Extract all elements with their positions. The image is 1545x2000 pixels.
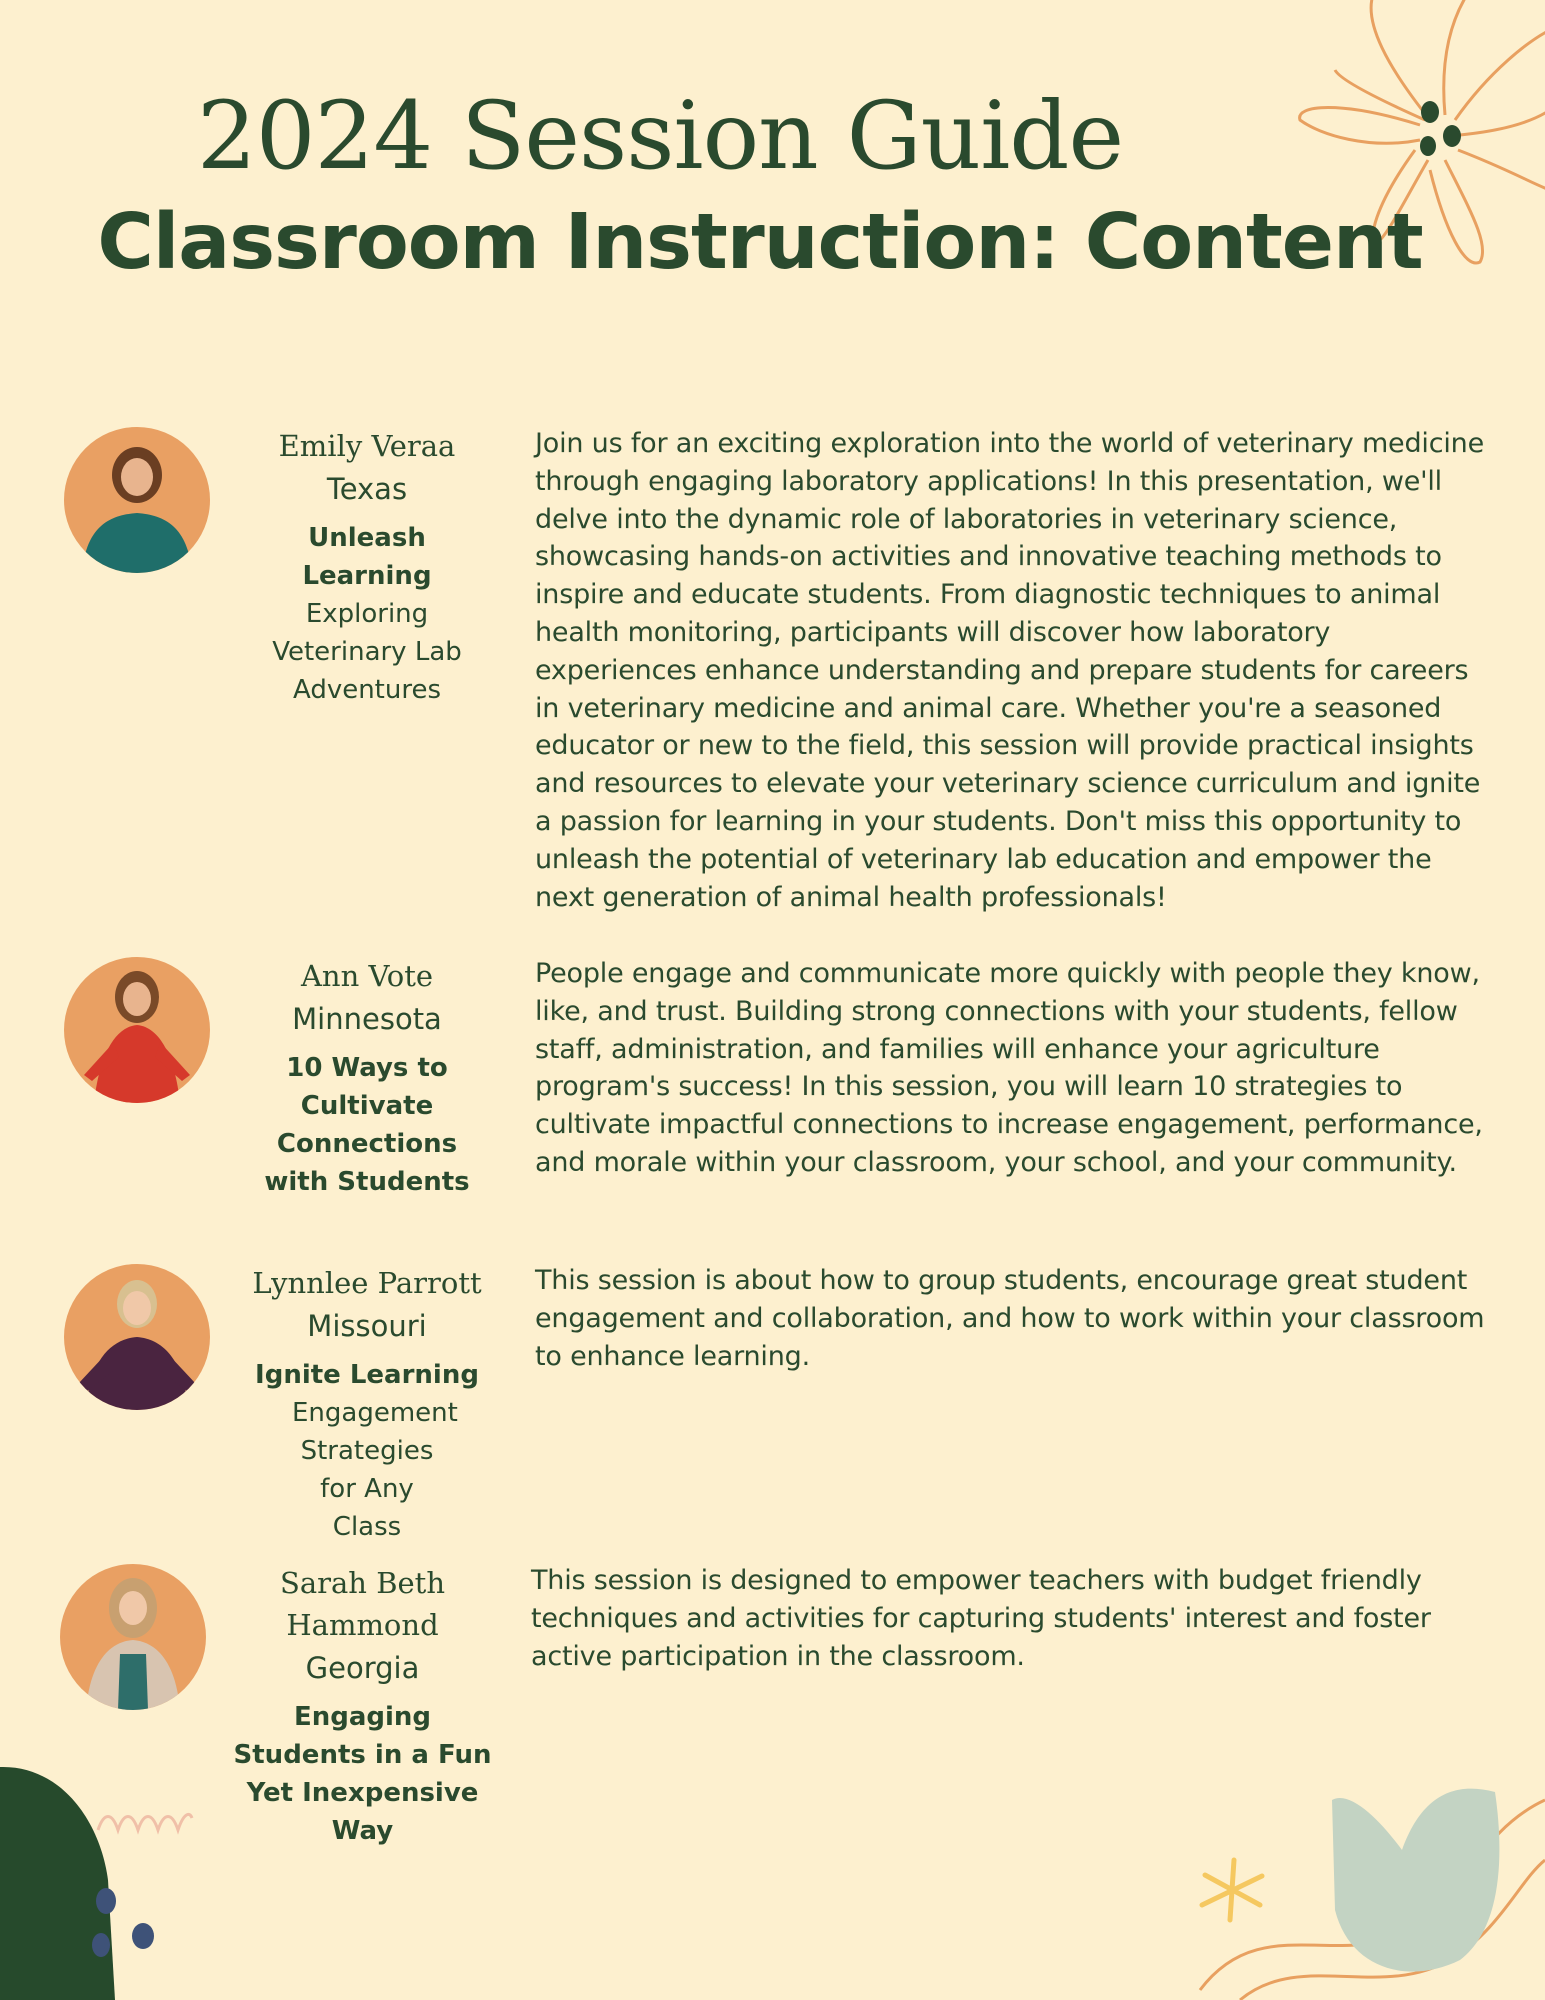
session-subtitle: Engagement Strategies for Any Class (292, 1398, 458, 1542)
presenter-state: Texas (326, 472, 408, 506)
presenter-avatar (64, 1264, 210, 1410)
session-subtitle: Exploring Veterinary Lab Adventures (272, 599, 462, 705)
person-photo-icon (64, 1264, 210, 1410)
person-photo-icon (64, 957, 210, 1103)
session-description: This session is about how to group students, encourage great student engagement and collaboration, and how to work within your classroom to enhance learning. (535, 1265, 1485, 1372)
person-photo-icon (60, 1564, 206, 1710)
presenter-state: Georgia (305, 1651, 420, 1685)
presenter-info (200, 1562, 525, 1850)
session-description: Join us for an exciting exploration into the world of veterinary medicine through engaging laboratory applications! In this presentation, we'll delve into the dynamic role of laboratories in veterinary science, showcasing hands-on activities and innovative teaching methods to inspire and educate students. From diagnostic techniques to animal health monitoring, participants will discover how laboratory experiences enhance understanding and prepare students for careers in veterinary medicine and animal care. Whether you're a seasoned educator or new to the field, this session will provide practical insights and resources to elevate your veterinary science curriculum and ignite a passion for learning in your students. Don't miss this opportunity to unleash the potential of veterinary lab education and empower the next generation of animal health professionals! (535, 428, 1484, 913)
session-description: This session is designed to empower teachers with budget friendly techniques and activities for capturing students' interest and foster active participation in the classroom. (531, 1565, 1431, 1672)
session-title: Engaging Students in a Fun Yet Inexpensive Way (233, 1702, 492, 1846)
flower-dot (1421, 101, 1439, 123)
page-title: 2024 Session Guide (196, 82, 1124, 191)
presenter-state: Missouri (307, 1309, 427, 1343)
presenter-info (232, 425, 502, 709)
blob-decoration (0, 1760, 220, 2000)
presenter-avatar (64, 427, 210, 573)
presenter-name: Emily Veraa (278, 429, 456, 463)
presenter-name: Sarah Beth Hammond (279, 1566, 445, 1642)
presenter-name: Ann Vote (300, 959, 434, 993)
presenter-name: Lynnlee Parrott (252, 1266, 482, 1300)
session-title: Ignite Learning (255, 1360, 479, 1390)
session-title: 10 Ways to Cultivate Connections with Students (264, 1053, 470, 1197)
presenter-avatar (60, 1564, 206, 1710)
leaf-decoration (1180, 1780, 1545, 2000)
presenter-avatar (64, 957, 210, 1103)
person-photo-icon (64, 427, 210, 573)
session-title: Unleash Learning (302, 523, 432, 591)
star-icon (1202, 1860, 1262, 1920)
page-subtitle: Classroom Instruction: Content (97, 198, 1423, 287)
session-description: People engage and communicate more quickly with people they know, like, and trust. Building strong connections with your students, fellow staff, administration, and families will enhance your agriculture program's success! In this session, you will learn 10 strategies to cultivate impactful connections to increase engagement, performance, and morale within your classroom, your school, and your community. (535, 958, 1483, 1178)
flower-dot (1420, 136, 1436, 156)
flower-dot (1443, 125, 1461, 147)
presenter-info (232, 955, 502, 1201)
presenter-info (232, 1262, 502, 1546)
presenter-state: Minnesota (292, 1002, 442, 1036)
